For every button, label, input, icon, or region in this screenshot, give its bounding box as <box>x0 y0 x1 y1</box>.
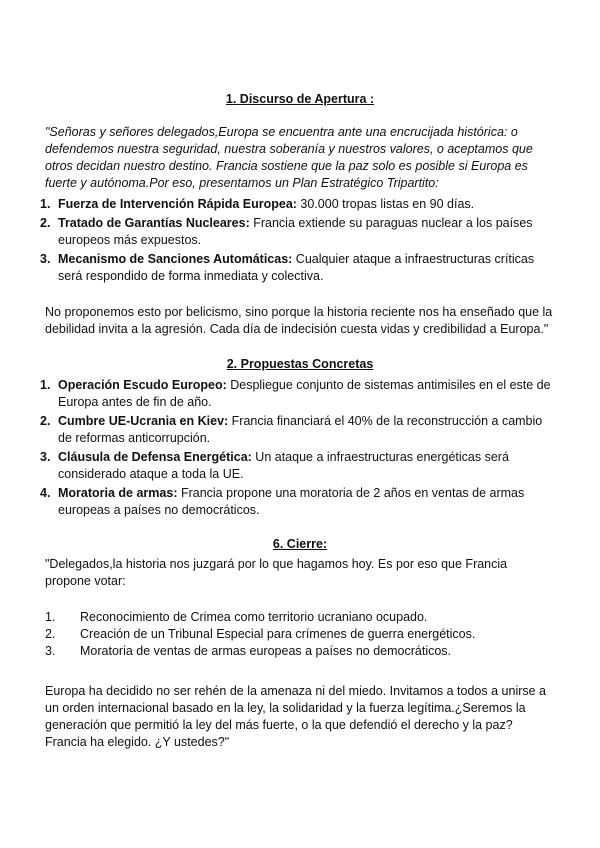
list-number: 3. <box>45 644 56 658</box>
list-term: Fuerza de Intervención Rápida Europea: <box>58 197 297 211</box>
section-2-heading: 2. Propuestas Concretas <box>226 357 374 371</box>
list-item <box>40 609 555 626</box>
list-item <box>40 413 555 447</box>
list-term: Mecanismo de Sanciones Automáticas: <box>58 252 293 266</box>
list-text: Cualquier ataque a infraestructuras críticas será respondido de forma inmediata y colectiva. <box>58 252 535 283</box>
list-item <box>40 485 555 519</box>
list-number: 2. <box>45 627 56 641</box>
section-1-closing: No proponemos esto por belicismo, sino porque la historia reciente nos ha enseñado que la debilidad invita a la agresión. Cada día de indecisión cuesta vidas y credibilidad a Europa." <box>45 305 553 336</box>
section-6-list <box>40 609 555 660</box>
list-text: Francia propone una moratoria de 2 años en ventas de armas europeas a países no democráticos. <box>58 486 525 517</box>
list-number: 3. <box>40 450 51 464</box>
list-text: Francia extiende su paraguas nuclear a los países europeos más expuestos. <box>58 216 533 247</box>
section-1-list <box>40 196 555 287</box>
list-term: Tratado de Garantías Nucleares: <box>58 216 250 230</box>
list-item <box>40 643 555 660</box>
list-item <box>40 377 555 411</box>
list-term: Cláusula de Defensa Energética: <box>58 450 252 464</box>
list-text: Reconocimiento de Crimea como territorio ucraniano ocupado. <box>80 610 428 624</box>
section-2-list <box>40 377 555 521</box>
list-text: Un ataque a infraestructuras energéticas será considerado ataque a toda la UE. <box>58 450 509 481</box>
section-1-heading: 1. Discurso de Apertura : <box>225 92 375 106</box>
list-text: Creación de un Tribunal Especial para crímenes de guerra energéticos. <box>80 627 476 641</box>
list-number: 2. <box>40 414 51 428</box>
list-number: 3. <box>40 252 51 266</box>
section-6-closing: Europa ha decidido no ser rehén de la amenaza ni del miedo. Invitamos a todos a unirse a un orden internacional basado en la ley, la solidaridad y la fuerza legítima.¿Seremos la generación que permitió la ley del más fuerte, o la que defendió el derecho y la paz? Francia ha elegido. ¿Y ustedes?" <box>45 684 547 749</box>
list-number: 1. <box>40 197 51 211</box>
list-text: Francia financiará el 40% de la reconstrucción a cambio de reformas anticorrupción. <box>58 414 543 445</box>
section-1-intro: "Señoras y señores delegados,Europa se encuentra ante una encrucijada histórica: o defendemos nuestra seguridad, nuestra soberanía y nuestros valores, o aceptamos que otros decidan nuestro destino. Francia sostiene que la paz solo es posible si Europa es fuerte y autónoma.Por eso, presentamos un Plan Estratégico Tripartito: <box>45 125 533 190</box>
list-item <box>40 449 555 483</box>
list-term: Operación Escudo Europeo: <box>58 378 227 392</box>
list-text: 30.000 tropas listas en 90 días. <box>296 197 475 211</box>
section-6-heading: 6. Cierre: <box>272 537 328 551</box>
list-number: 2. <box>40 216 51 230</box>
list-item <box>40 196 555 213</box>
list-number: 1. <box>45 610 56 624</box>
list-term: Cumbre UE-Ucrania en Kiev: <box>58 414 229 428</box>
list-item <box>40 626 555 643</box>
section-6-intro: "Delegados,la historia nos juzgará por lo que hagamos hoy. Es por eso que Francia propone votar: <box>45 557 508 588</box>
list-text: Despliegue conjunto de sistemas antimisiles en el este de Europa antes de fin de año. <box>58 378 551 409</box>
list-text: Moratoria de ventas de armas europeas a países no democráticos. <box>80 644 452 658</box>
list-number: 4. <box>40 486 51 500</box>
list-item <box>40 251 555 285</box>
list-number: 1. <box>40 378 51 392</box>
list-item <box>40 215 555 249</box>
list-term: Moratoria de armas: <box>58 486 178 500</box>
